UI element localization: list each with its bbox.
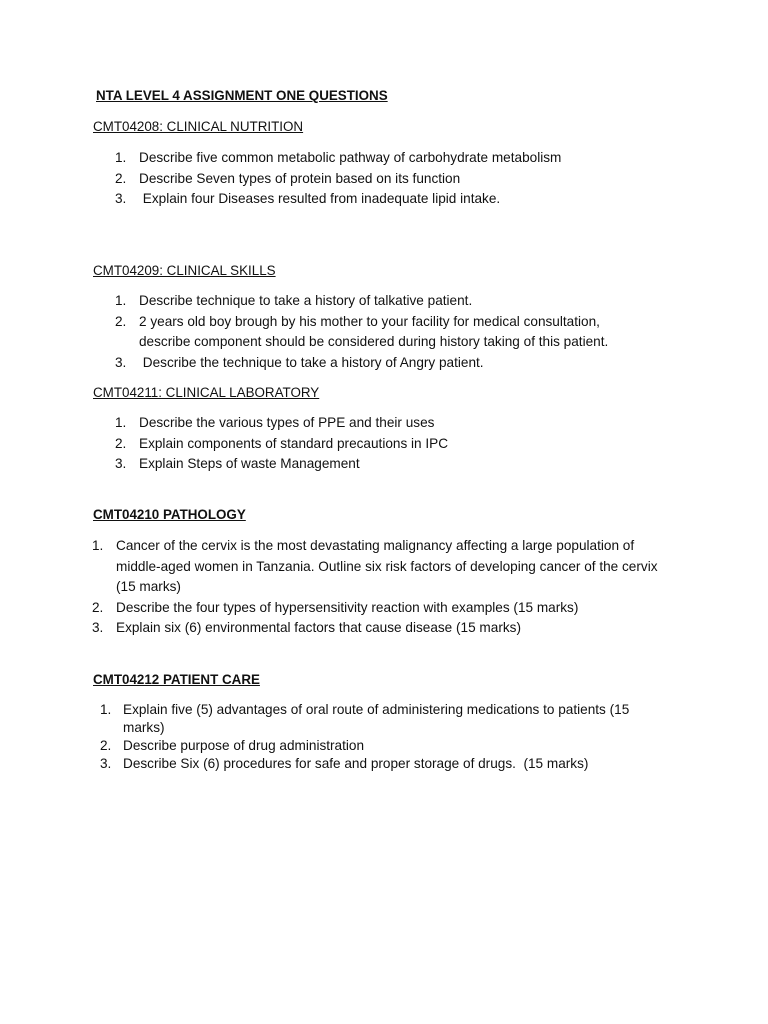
item-text: Explain four Diseases resulted from inadequate lipid intake.	[139, 191, 501, 207]
item-text: Describe the four types of hypersensitivity reaction with examples (15 marks)	[116, 599, 579, 615]
list-item	[115, 169, 659, 190]
item-text: Explain Steps of waste Management	[139, 456, 360, 472]
list-item	[115, 312, 644, 353]
item-text: Describe five common metabolic pathway of carbohydrate metabolism	[139, 150, 562, 165]
section-heading-clinical-laboratory: CMT04211: CLINICAL LABORATORY	[93, 385, 320, 400]
section-heading-clinical-skills: CMT04209: CLINICAL SKILLS	[93, 263, 276, 278]
item-number: 2.	[100, 738, 112, 753]
item-number: 2.	[115, 313, 127, 329]
item-text: Explain six (6) environmental factors that cause disease (15 marks)	[116, 620, 521, 636]
item-number: 3.	[115, 354, 127, 370]
list-item	[115, 454, 659, 475]
item-text: Explain components of standard precautions in IPC	[139, 435, 449, 451]
list-item	[92, 618, 661, 639]
section-heading-clinical-nutrition: CMT04208: CLINICAL NUTRITION	[93, 119, 304, 134]
list-item	[100, 701, 663, 737]
item-number: 2.	[115, 435, 127, 451]
item-number: 1.	[115, 293, 127, 308]
item-number: 3.	[115, 456, 127, 472]
list-clinical-laboratory	[115, 413, 659, 475]
item-text: Describe Six (6) procedures for safe and proper storage of drugs. (15 marks)	[123, 756, 589, 771]
item-number: 1.	[115, 415, 127, 430]
item-number: 3.	[115, 191, 127, 207]
item-number: 1.	[92, 538, 104, 553]
section-heading-patient-care: CMT04212 PATIENT CARE	[93, 672, 260, 687]
item-text: Explain five (5) advantages of oral route of administering medications to patients (15 marks)	[123, 702, 630, 735]
document-title: NTA LEVEL 4 ASSIGNMENT ONE QUESTIONS	[96, 88, 388, 103]
list-clinical-nutrition	[115, 148, 659, 210]
list-clinical-skills	[115, 291, 644, 373]
item-text: Describe technique to take a history of talkative patient.	[139, 293, 473, 308]
item-number: 1.	[100, 702, 112, 717]
item-text: Cancer of the cervix is the most devastating malignancy affecting a large population of middle-aged women in Tanzania. Outline six risk factors of developing cancer of the cervix (15 marks)	[116, 538, 658, 595]
list-item	[92, 536, 661, 598]
list-item	[115, 148, 659, 169]
item-number: 2.	[92, 599, 104, 615]
list-item	[100, 737, 663, 755]
list-item	[115, 291, 644, 312]
item-number: 3.	[92, 620, 104, 636]
item-text: 2 years old boy brough by his mother to your facility for medical consultation, describe component should be considered during history taking of this patient.	[139, 313, 609, 350]
item-text: Describe Seven types of protein based on its function	[139, 170, 461, 186]
item-text: Describe the technique to take a history of Angry patient.	[139, 354, 484, 370]
item-text: Describe the various types of PPE and their uses	[139, 415, 435, 430]
list-item	[92, 598, 661, 619]
item-number: 3.	[100, 756, 112, 771]
list-patient-care	[100, 701, 663, 773]
item-number: 2.	[115, 170, 127, 186]
item-text: Describe purpose of drug administration	[123, 738, 365, 753]
list-item	[100, 755, 663, 773]
list-item	[115, 434, 659, 455]
list-item	[115, 353, 644, 374]
item-number: 1.	[115, 150, 127, 165]
section-heading-pathology: CMT04210 PATHOLOGY	[93, 507, 246, 522]
list-item	[115, 413, 659, 434]
list-item	[115, 189, 659, 210]
list-pathology	[92, 536, 661, 639]
